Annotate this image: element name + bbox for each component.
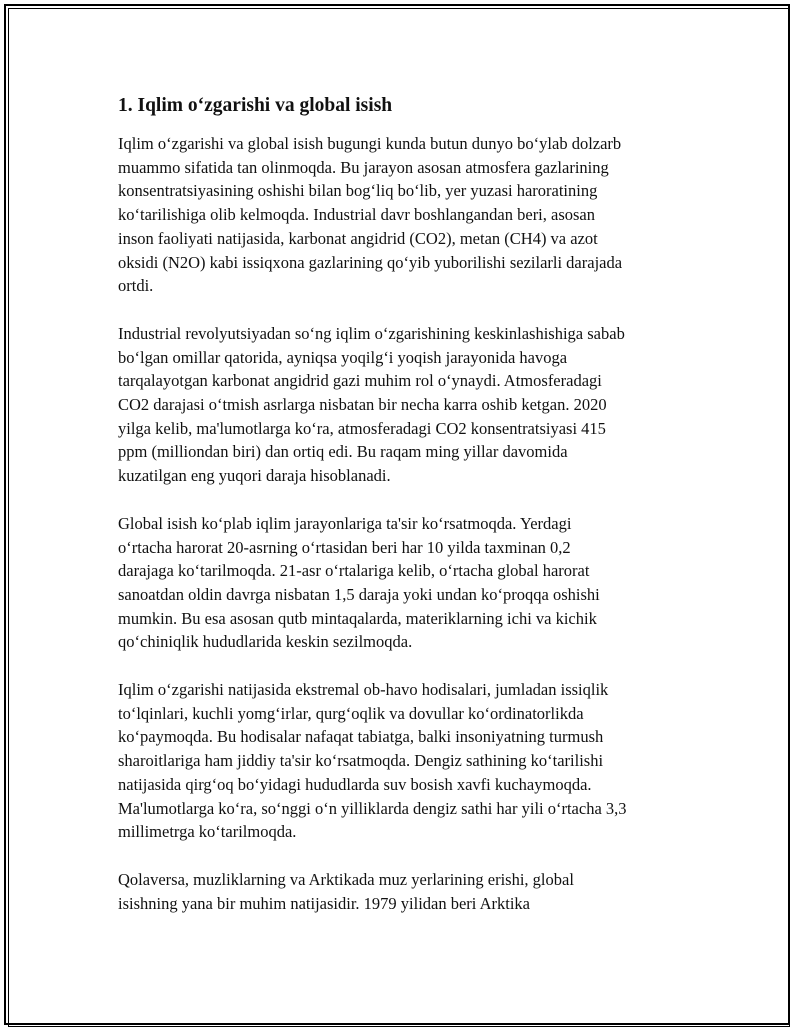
document-body — [118, 93, 693, 939]
paragraph-2: Industrial revolyutsiyadan so‘ng iqlim o‘zgarishining keskinlashishiga sabab bo‘lgan omillar qatorida, ayniqsa yoqilg‘i yoqish jarayonida havoga tarqalayotgan karbonat angidrid gazi muhim rol o‘ynaydi. Atmosferadagi CO2 darajasi o‘tmish asrlarga nisbatan bir necha karra oshib ketgan. 2020 yilga kelib, ma'lumotlarga ko‘ra, atmosferadagi CO2 konsentratsiyasi 415 ppm (milliondan biri) dan ortiq edi. Bu raqam ming yillar davomida kuzatilgan eng yuqori daraja hisoblanadi. — [118, 323, 625, 486]
paragraph-5: Qolaversa, muzliklarning va Arktikada muz yerlarining erishi, global isishning yana bir muhim natijasidir. 1979 yilidan beri Arktika — [118, 869, 574, 913]
paragraph-4: Iqlim o‘zgarishi natijasida ekstremal ob-havo hodisalari, jumladan issiqlik to‘lqinlari, kuchli yomg‘irlar, qurg‘oqlik va dovullar ko‘ordinatorlikda ko‘paymoqda. Bu hodisalar nafaqat tabiatga, balki insoniyatning turmush sharoitlariga ham jiddiy ta'sir ko‘rsatmoqda. Dengiz sathining ko‘tarilishi natijasida qirg‘oq bo‘yidagi hududlarda suv bosish xavfi kuchaymoqda. Ma'lumotlarga ko‘ra, so‘nggi o‘n yilliklarda dengiz sathi har yili o‘rtacha 3,3 millimetrga ko‘tarilmoqda. — [118, 680, 627, 842]
paragraph-3: Global isish ko‘plab iqlim jarayonlariga ta'sir ko‘rsatmoqda. Yerdagi o‘rtacha harorat 20-asrning o‘rtasidan beri har 10 yilda taxminan 0,2 darajaga ko‘tarilmoqda. 21-asr o‘rtalariga kelib, o‘rtacha global harorat sanoatdan oldin davrga nisbatan 1,5 daraja yoki undan ko‘proqqa oshishi mumkin. Bu esa asosan qutb mintaqalarda, materiklarning ichi va kichik qo‘chiniqlik hududlarida keskin sezilmoqda. — [118, 513, 600, 652]
paragraph-1: Iqlim o‘zgarishi va global isish bugungi kunda butun dunyo bo‘ylab dolzarb muammo sifatida tan olinmoqda. Bu jarayon asosan atmosfera gazlarining konsentratsiyasining oshishi bilan bog‘liq bo‘lib, yer yuzasi haroratining ko‘tarilishiga olib kelmoqda. Industrial davr boshlangandan beri, asosan inson faoliyati natijasida, karbonat angidrid (CO2), metan (CH4) va azot oksidi (N2O) kabi issiqxona gazlarining qo‘yib yuborilishi sezilarli darajada ortdi. — [118, 134, 623, 296]
section-heading: 1. Iqlim o‘zgarishi va global isish — [118, 95, 393, 116]
